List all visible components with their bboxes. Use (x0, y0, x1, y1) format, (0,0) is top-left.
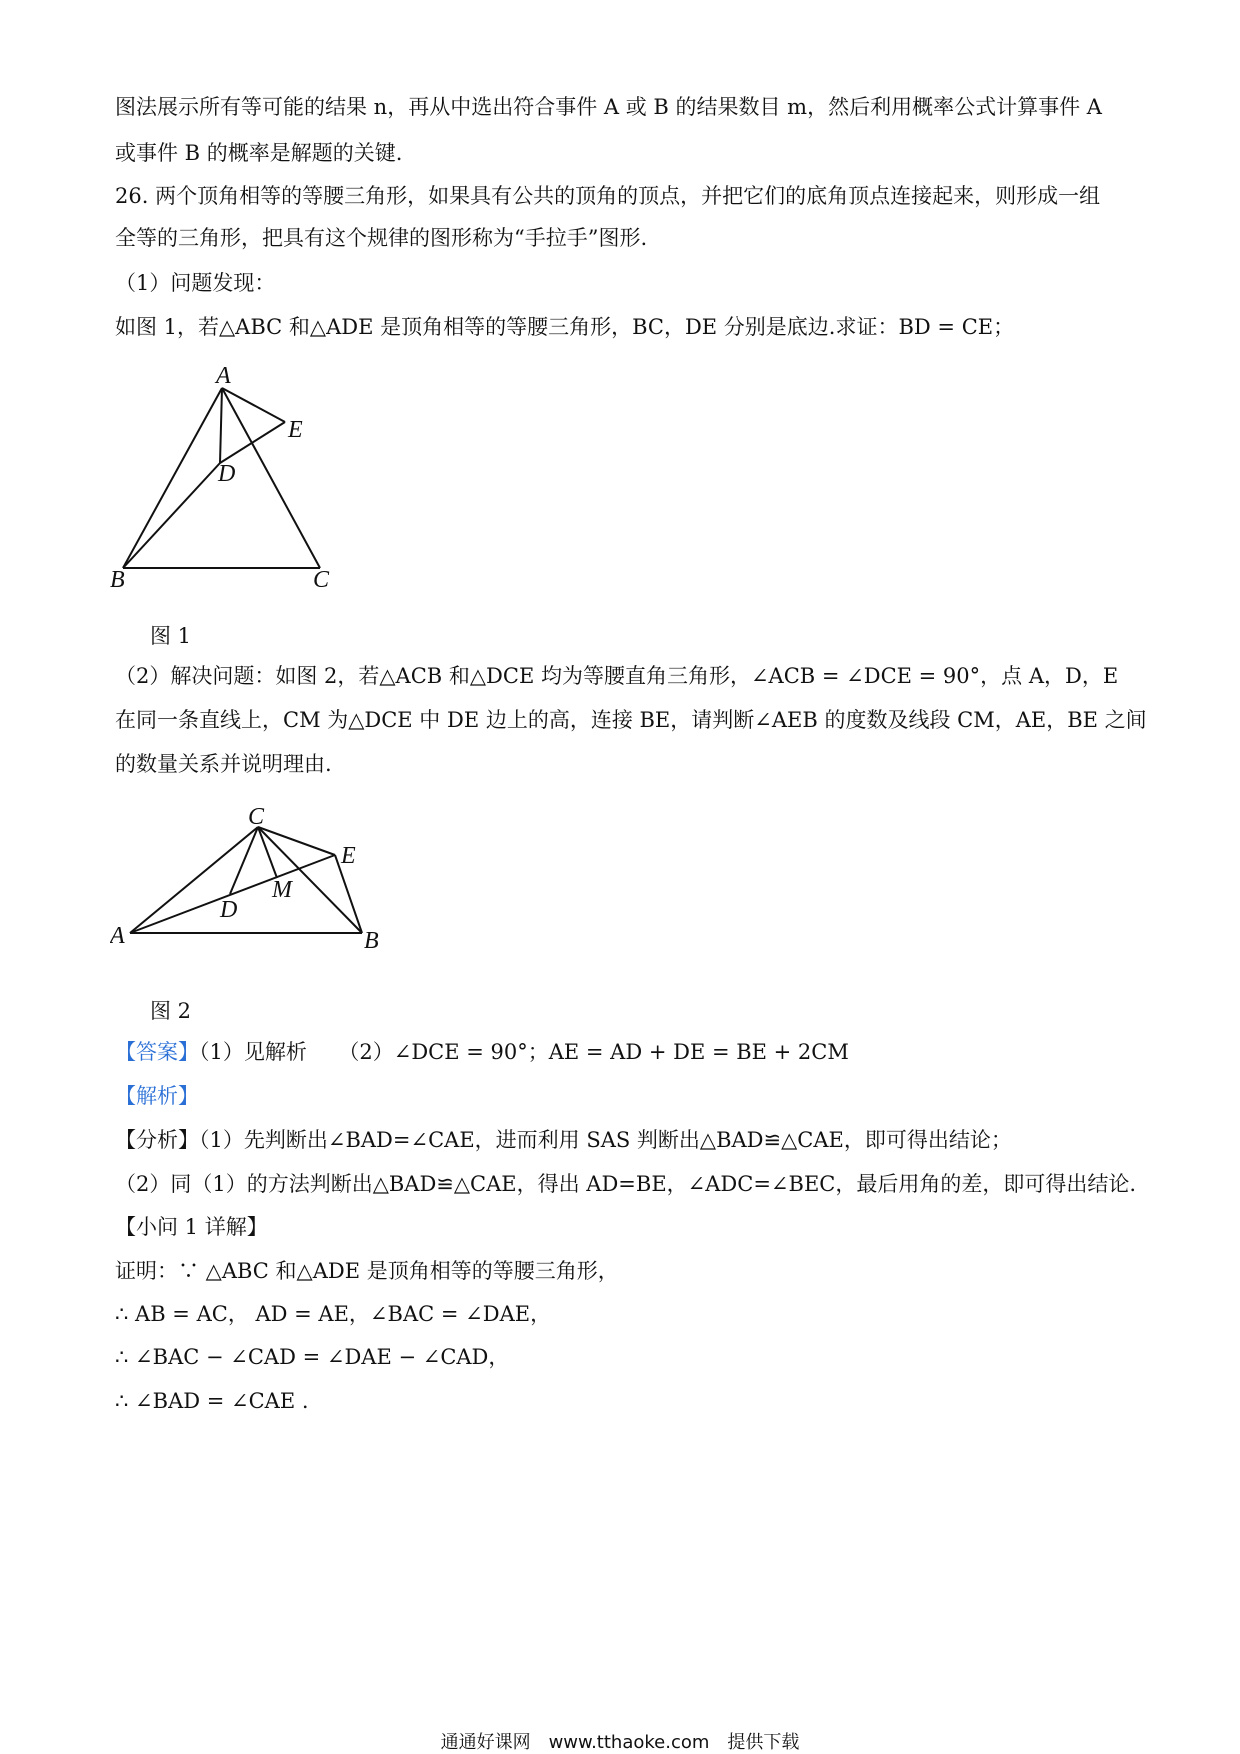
analysis-label: 【解析】 (115, 1084, 199, 1108)
figure-1-caption: 图 1 (150, 624, 192, 648)
part1-statement: 如图 1，若△ABC 和△ADE 是顶角相等的等腰三角形，BC，DE 分别是底边.求证：BD = CE； (115, 315, 1015, 339)
subquestion-1-heading: 【小问 1 详解】 (115, 1215, 268, 1239)
fig2-label-m: M (272, 877, 292, 903)
fig2-label-a: A (110, 923, 125, 949)
fig1-label-d: D (218, 461, 236, 487)
answer-label: 【答案】 (115, 1040, 199, 1064)
figure-2 (110, 800, 430, 964)
text-line-9: 的数量关系并说明理由. (115, 752, 332, 776)
fig2-label-b: B (364, 928, 379, 954)
text-line-8: 在同一条直线上，CM 为△DCE 中 DE 边上的高，连接 BE，请判断∠AEB 的度数及线段 CM，AE，BE 之间 (115, 708, 1147, 732)
proof-line-2: ∴ AB = AC， AD = AE，∠BAC = ∠DAE， (115, 1302, 552, 1326)
problem-26-intro: 26. 两个顶角相等的等腰三角形，如果具有公共的顶角的顶点，并把它们的底角顶点连接起来，则形成一组 (115, 184, 1101, 208)
proof-line-4: ∴ ∠BAD = ∠CAE . (115, 1389, 309, 1413)
answer-text: （1）见解析 （2）∠DCE = 90°；AE = AD + DE = BE + 2CM (199, 1040, 849, 1064)
answer-line (115, 1038, 849, 1066)
fig1-label-a: A (216, 363, 231, 389)
text-line-1: 图法展示所有等可能的结果 n，再从中选出符合事件 A 或 B 的结果数目 m，然后利用概率公式计算事件 A (115, 95, 1102, 119)
fig1-label-b: B (110, 567, 125, 593)
proof-line-1: 证明：∵ △ABC 和△ADE 是顶角相等的等腰三角形， (115, 1259, 619, 1283)
fig1-label-e: E (288, 417, 303, 443)
figure-1 (110, 355, 370, 599)
part1-heading: （1）问题发现： (115, 271, 276, 295)
analysis-part1: 【分析】（1）先判断出∠BAD=∠CAE，进而利用 SAS 判断出△BAD≌△CAE，即可得出结论； (115, 1128, 1012, 1152)
text-line-2: 或事件 B 的概率是解题的关键. (115, 141, 403, 165)
part2-statement: （2）解决问题：如图 2，若△ACB 和△DCE 均为等腰直角三角形，∠ACB = ∠DCE = 90°，点 A，D，E (115, 664, 1119, 688)
fig1-label-c: C (313, 567, 330, 593)
figure-2-caption: 图 2 (150, 999, 192, 1023)
text-line-4: 全等的三角形，把具有这个规律的图形称为“手拉手”图形. (115, 226, 648, 250)
fig2-label-d: D (220, 897, 238, 923)
fig2-label-c: C (248, 804, 265, 830)
analysis-part2: （2）同（1）的方法判断出△BAD≌△CAE，得出 AD=BE，∠ADC=∠BEC，最后用角的差，即可得出结论. (115, 1172, 1137, 1196)
page-footer: 通通好课网 www.tthaoke.com 提供下载 (440, 1732, 800, 1753)
fig2-label-e: E (341, 843, 356, 869)
proof-line-3: ∴ ∠BAC − ∠CAD = ∠DAE − ∠CAD， (115, 1345, 510, 1369)
